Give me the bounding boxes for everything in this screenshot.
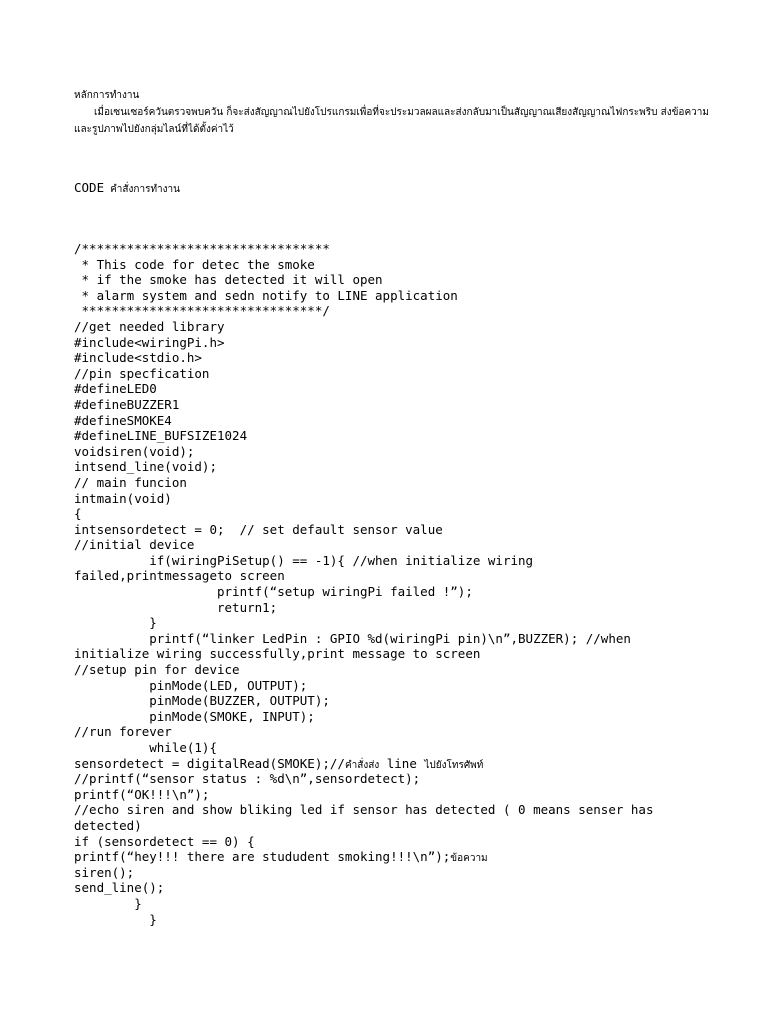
code-text: sensordetect = digitalRead(SMOKE);// (74, 755, 345, 771)
code-text: //get needed library (74, 318, 225, 334)
code-text: /********************************* (74, 241, 330, 256)
code-text: failed,printmessageto screen (74, 568, 285, 584)
code-line (74, 459, 694, 475)
code-line (74, 444, 694, 460)
code-line (74, 584, 694, 600)
code-text: siren(); (74, 864, 135, 880)
code-line (74, 912, 694, 928)
code-line (74, 553, 694, 569)
code-label: CODE (74, 180, 105, 195)
code-text: #include<stdio.h> (74, 350, 202, 366)
code-text: //pin specfication (74, 365, 210, 381)
code-line (74, 397, 694, 413)
code-text: * This code for detec the smoke (74, 256, 315, 272)
code-text: initialize wiring successfully,print message to screen (74, 646, 481, 662)
code-line (74, 646, 694, 662)
code-line (74, 880, 694, 896)
code-line (74, 678, 694, 694)
code-line (74, 272, 694, 288)
code-line (74, 740, 694, 756)
code-line (74, 834, 694, 850)
code-text: detected) (74, 817, 142, 833)
code-text: printf(“hey!!! there are stududent smoking!!!\n”); (74, 849, 451, 865)
code-text: send_line(); (74, 880, 165, 896)
inline-code-word: line (379, 755, 425, 771)
code-text: ********************************/ (74, 303, 330, 319)
code-line (74, 506, 694, 522)
description-paragraph (74, 104, 714, 138)
code-text: pinMode(LED, OUTPUT); (74, 677, 308, 693)
code-text: #defineSMOKE4 (74, 412, 172, 428)
code-text: pinMode(BUZZER, OUTPUT); (74, 693, 330, 709)
code-line (74, 787, 694, 803)
code-text: printf(“linker LedPin : GPIO %d(wiringPi pin)\n”,BUZZER); //when (74, 630, 631, 646)
code-line (74, 366, 694, 382)
code-text: printf(“OK!!!\n”); (74, 786, 210, 802)
code-line (74, 257, 694, 273)
code-line (74, 615, 694, 631)
code-line (74, 756, 694, 772)
code-text: if (sensordetect == 0) { (74, 833, 255, 849)
code-label-thai: คำสั่งการทำงาน (110, 184, 180, 195)
code-text: //run forever (74, 724, 172, 740)
code-heading (74, 180, 180, 197)
code-line (74, 491, 694, 507)
code-line (74, 319, 694, 335)
code-line (74, 631, 694, 647)
code-line (74, 350, 694, 366)
code-line (74, 802, 694, 818)
code-text: intsensordetect = 0; // set default sensor value (74, 521, 443, 537)
code-line (74, 896, 694, 912)
code-text: while(1){ (74, 740, 217, 755)
code-line (74, 428, 694, 444)
code-line (74, 475, 694, 491)
code-text: //setup pin for device (74, 662, 240, 678)
code-line (74, 709, 694, 725)
code-line (74, 413, 694, 429)
code-line (74, 600, 694, 616)
section-heading: หลักการทำงาน (74, 90, 140, 101)
code-text: voidsiren(void); (74, 443, 195, 459)
code-line (74, 522, 694, 538)
code-line (74, 724, 694, 740)
code-text: // main funcion (74, 474, 187, 490)
code-text: return1; (74, 599, 278, 615)
code-text: #include<wiringPi.h> (74, 334, 225, 350)
code-line (74, 693, 694, 709)
code-text: #defineLINE_BUFSIZE1024 (74, 428, 248, 444)
code-line (74, 865, 694, 881)
code-text: #defineLED0 (74, 381, 157, 397)
code-text: } (74, 895, 142, 911)
code-text: //printf(“sensor status : %d\n”,sensordetect); (74, 771, 421, 787)
code-line (74, 241, 694, 257)
code-text: //echo siren and show bliking led if sensor has detected ( 0 means senser has (74, 802, 654, 818)
code-text: printf(“setup wiringPi failed !”); (74, 584, 473, 600)
code-line (74, 662, 694, 678)
code-text: } (74, 615, 157, 631)
inline-thai-comment: ข้อความ (450, 853, 488, 865)
code-text: * alarm system and sedn notify to LINE application (74, 287, 458, 303)
code-line (74, 288, 694, 304)
code-line (74, 568, 694, 584)
code-text: { (74, 506, 82, 522)
code-text: pinMode(SMOKE, INPUT); (74, 708, 315, 724)
description-text: เมื่อเซนเซอร์ควันตรวจพบควัน ก็จะส่งสัญญาณไปยังโปรแกรมเพื่อที่จะประมวลผลและส่งกลับมาเป็นสัญญาณเสียงสัญญาณไฟกระพริบ ส่งข้อความและรูปภาพไปยังกลุ่มไลน์ที่ได้ตั้งค่าไว้ (74, 107, 709, 135)
code-text: } (74, 911, 157, 927)
code-line (74, 537, 694, 553)
code-text: intsend_line(void); (74, 459, 217, 475)
code-text: * if the smoke has detected it will open (74, 272, 383, 288)
code-line (74, 818, 694, 834)
code-text: //initial device (74, 537, 195, 553)
code-line (74, 849, 694, 865)
code-text: if(wiringPiSetup() == -1){ //when initialize wiring (74, 552, 534, 568)
code-line (74, 303, 694, 319)
code-line (74, 381, 694, 397)
code-line (74, 771, 694, 787)
inline-thai-comment: ไปยังโทรศัพท์ (424, 759, 484, 771)
code-text: intmain(void) (74, 490, 172, 506)
inline-thai-comment: คำสั่งส่ง (344, 759, 380, 771)
code-line (74, 335, 694, 351)
code-block (74, 241, 694, 927)
code-text: #defineBUZZER1 (74, 396, 180, 412)
